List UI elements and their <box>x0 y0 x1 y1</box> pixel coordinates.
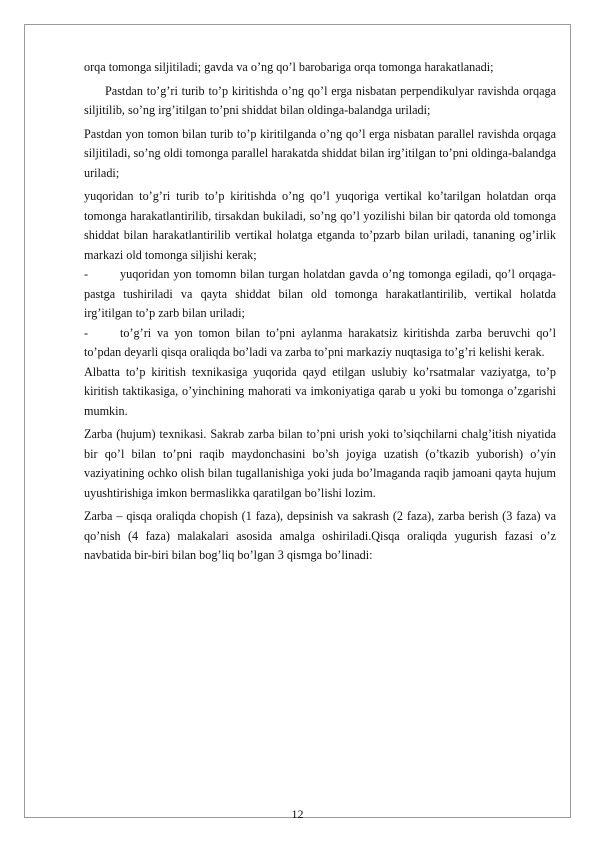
bullet-dash: - <box>84 267 89 281</box>
paragraph-low-serve-front: Pastdan to’g’ri turib to’p kiritishda o’ng qo’l erga nisbatan perpendikulyar ravishda orqaga siljitilib, so’ng irg’itilgan to’pni shiddat bilan oldinga-balandga uriladi; <box>84 83 556 117</box>
document-body <box>84 58 556 570</box>
paragraph-low-serve-side: Pastdan yon tomon bilan turib to’p kiritilganda o’ng qo’l erga nisbatan parallel ravishda orqaga siljitiladi, so’ng oldi tomonga parallel harakatda shiddat bilan irg’itilgan to’pni oldinga-balandga uriladi; <box>84 126 556 180</box>
paragraph-serve-notes: Albatta to’p kiritish texnikasiga yuqorida qayd etilgan uslubiy ko’rsatmalar vaziyatga, to’p kiritish taktikasiga, o’yinchining mahorati va imkoniyatiga qarab u yoki bu tomonga o’zgarishi mumkin. <box>84 364 556 418</box>
paragraph-top-serve-front: yuqoridan to’g’ri turib to’p kiritishda o’ng qo’l yuqoriga vertikal ko’tarilgan holatdan orqa tomonga harakatlantirilib, tirsakdan bukiladi, so’ng qo’l yozilishi bilan bir qatorda old tomonga shiddat bilan harakatlantirilib vertikal holatga etganda to’pzarb bilan uriladi, tananing og’irlik markazi old tomonga siljishi kerak; <box>84 189 556 262</box>
paragraph-attack-phases: Zarba – qisqa oraliqda chopish (1 faza), depsinish va sakrash (2 faza), zarba berish (3 faza) va qo’nish (4 faza) malakalari asosida amalga oshiriladi.Qisqa oraliqda yugurish fazasi o’z navbatida bir-biri bilan bog’liq bo’lgan 3 qismga bo’linadi: <box>84 509 556 562</box>
page-number: 12 <box>291 807 304 821</box>
bullet-text: to’g’ri va yon tomon bilan to’pni aylanma harakatsiz kiritishda zarba beruvchi qo’l to’pdan deyarli qisqa oraliqda bo’ladi va zarba to’pni markaziy nuqtasiga to’g’ri kelishi kerak. <box>84 325 556 359</box>
paragraph-continuation: orqa tomonga siljitiladi; gavda va o’ng qo’l barobariga orqa tomonga harakatlanadi; <box>84 60 494 74</box>
paragraph-attack-technique: Zarba (hujum) texnikasi. Sakrab zarba bilan to’pni urish yoki to’siqchilarni chalg’itish niyatida bir qo’l bilan to’pni raqib maydonchasini bo’sh joyiga uzatish (o’tkazib yuborish) o’yin vaziyatining ochko olish bilan tugallanishiga yoki juda bo’lmaganda raqib jamoani qayta hujum uyushtirishiga imkon bermaslikka qaratilgan bo’lishi lozim. <box>84 427 556 500</box>
bullet-dash: - <box>84 325 89 340</box>
bullet-item-float-serve <box>84 324 556 363</box>
bullet-item-top-serve-side <box>84 265 556 324</box>
bullet-text: yuqoridan yon tomomn bilan turgan holatdan gavda o’ng tomonga egiladi, qo’l orqaga-pastga tushiriladi va qayta shiddat bilan old tomonga harakatlantirilib, vertikal holatda irg’itilgan to’p zarb bilan uriladi; <box>84 267 556 320</box>
